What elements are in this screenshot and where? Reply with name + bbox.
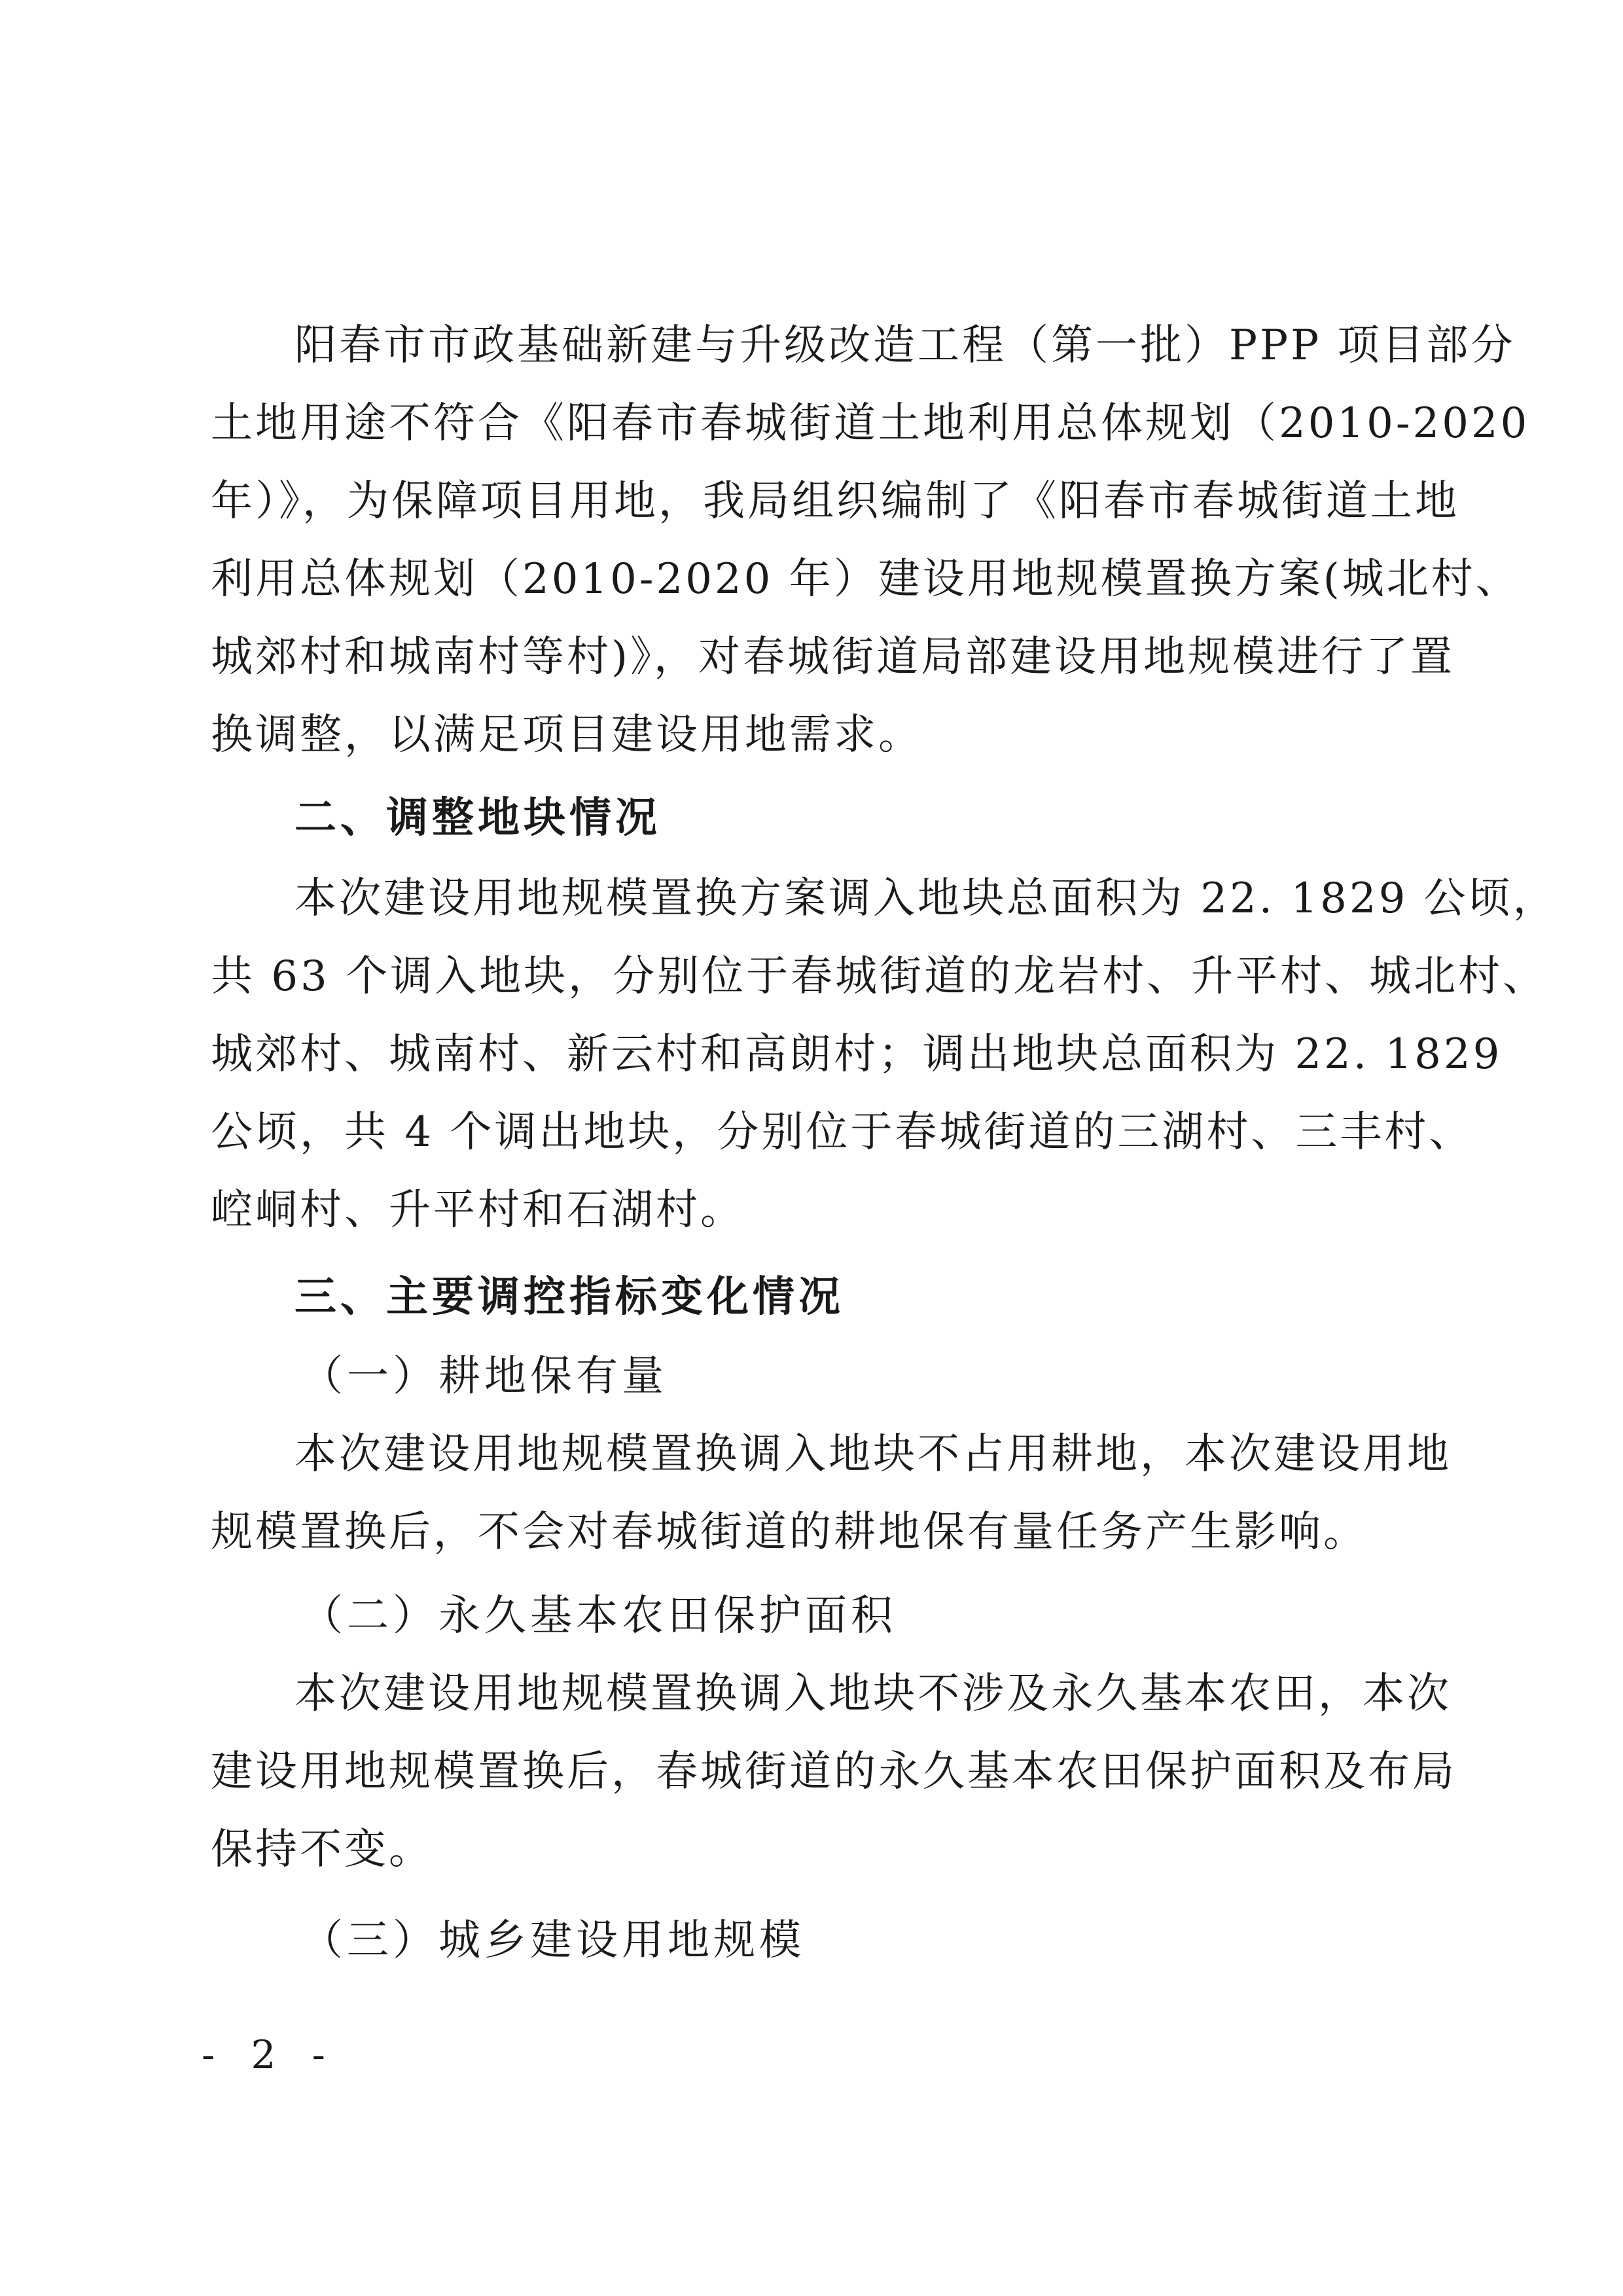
paragraph-1-line-1: 阳春市市政基础新建与升级改造工程（第一批）PPP 项目部分 — [294, 321, 1516, 370]
paragraph-3-line-1: 本次建设用地规模置换调入地块不占用耕地，本次建设用地 — [294, 1430, 1452, 1479]
paragraph-1-line-2: 土地用途不符合《阳春市春城街道土地利用总体规划（2010-2020 — [211, 399, 1530, 448]
paragraph-1-line-4: 利用总体规划（2010-2020 年）建设用地规模置换方案(城北村、 — [211, 555, 1520, 603]
paragraph-4-line-1: 本次建设用地规模置换调入地块不涉及永久基本农田，本次 — [294, 1670, 1452, 1718]
paragraph-4-line-2: 建设用地规模置换后，春城街道的永久基本农田保护面积及布局 — [211, 1748, 1457, 1796]
paragraph-1-line-3: 年）》，为保障项目用地，我局组织编制了《阳春市春城街道土地 — [211, 477, 1459, 526]
section-heading-2: 二、调整地块情况 — [294, 794, 661, 842]
subheading-1: （一）耕地保有量 — [301, 1352, 668, 1401]
paragraph-2-line-3: 城郊村、城南村、新云村和高朗村；调出地块总面积为 22. 1829 — [211, 1030, 1503, 1079]
paragraph-2-line-5: 崆峒村、升平村和石湖村。 — [211, 1186, 745, 1234]
paragraph-3-line-2: 规模置换后，不会对春城街道的耕地保有量任务产生影响。 — [211, 1508, 1368, 1556]
paragraph-2-line-4: 公顷，共 4 个调出地块，分别位于春城街道的三湖村、三丰村、 — [211, 1108, 1474, 1157]
subheading-3: （三）城乡建设用地规模 — [301, 1916, 805, 1965]
paragraph-1-line-5: 城郊村和城南村等村)》，对春城街道局部建设用地规模进行了置 — [211, 633, 1455, 681]
subheading-2: （二）永久基本农田保护面积 — [301, 1592, 897, 1640]
paragraph-2-line-1: 本次建设用地规模置换方案调入地块总面积为 22. 1829 公顷， — [294, 874, 1558, 923]
paragraph-2-line-2: 共 63 个调入地块，分别位于春城街道的龙岩村、升平村、城北村、 — [211, 952, 1548, 1001]
paragraph-1-line-6: 换调整，以满足项目建设用地需求。 — [211, 711, 923, 759]
paragraph-4-line-3: 保持不变。 — [211, 1825, 433, 1874]
section-heading-3: 三、主要调控指标变化情况 — [294, 1273, 844, 1321]
page-number: - 2 - — [202, 2032, 337, 2078]
